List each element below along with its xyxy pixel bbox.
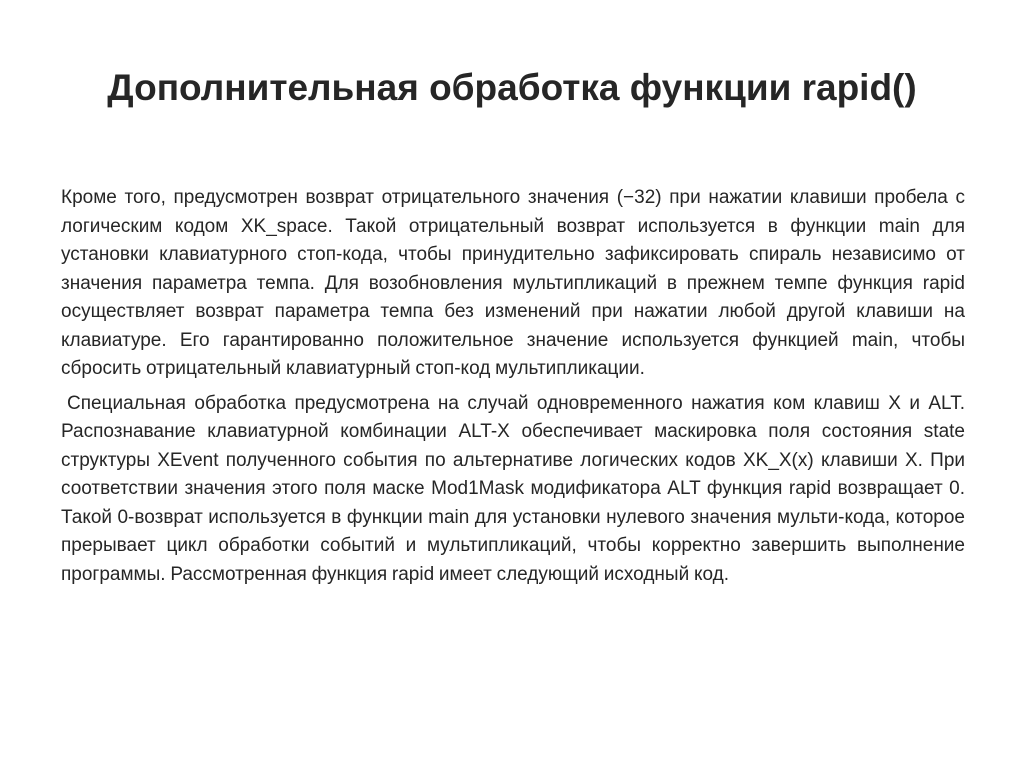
body-paragraph-1: Кроме того, предусмотрен возврат отрицательного значения (−32) при нажатии клавиши пробела с логическим кодом XK_space. Такой отрицательный возврат используется в функции main для установки клавиатурного стоп-кода, чтобы принудительно зафиксировать спираль независимо от значения параметра темпа. Для возобновления мультипликаций в прежнем темпе функция rapid осуществляет возврат параметра темпа без изменений при нажатии любой другой клавиши на клавиатуре. Его гарантированно положительное значение используется функцией main, чтобы сбросить отрицательный клавиатурный стоп-код мультипликации. <box>61 187 965 379</box>
body-paragraph-2: Специальная обработка предусмотрена на случай одновременного нажатия ком клавиш X и ALT. Распознавание клавиатурной комбинации ALT-X обеспечивает маскировка поля состояния state структуры XEvent полученного события по альтернативе логических кодов XK_X(x) клавиши X. При соответствии значения этого поля маске Mod1Mask модификатора ALT функция rapid возвращает 0. Такой 0-возврат используется в функции main для установки нулевого значения мульти-кода, которое прерывает цикл обработки событий и мультипликаций, чтобы корректно завершить выполнение программы. Рассмотренная функция rapid имеет следующий исходный код. <box>61 392 965 585</box>
page-title: Дополнительная обработка функции rapid() <box>107 67 917 108</box>
slide-body <box>61 184 965 589</box>
